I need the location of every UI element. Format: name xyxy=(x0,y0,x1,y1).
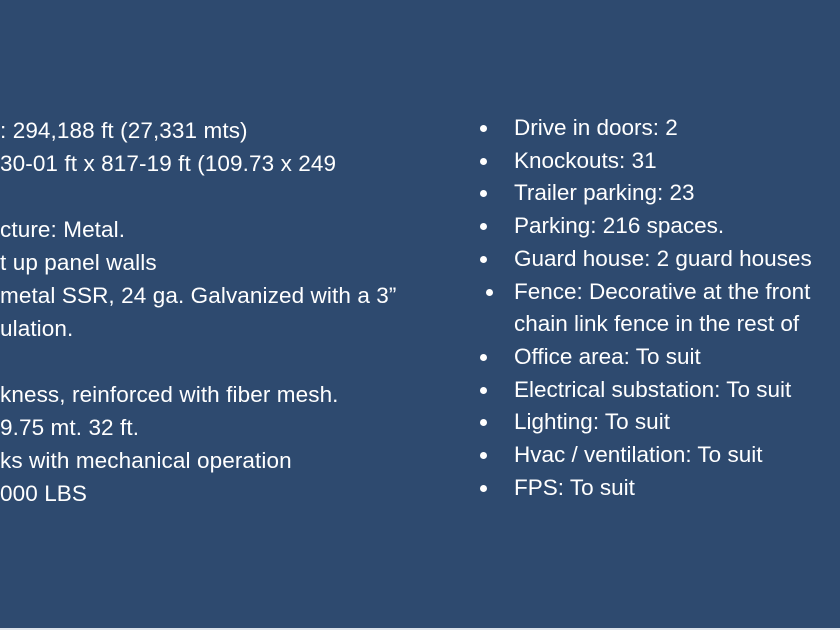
list-item-text: Knockouts: 31 xyxy=(514,147,657,173)
list-item-text: Hvac / ventilation: To suit xyxy=(514,442,763,468)
list-item xyxy=(474,276,840,341)
left-line: kness, reinforced with fiber mesh. xyxy=(0,382,339,407)
bullet-icon xyxy=(480,419,487,426)
list-item-text: Trailer parking: 23 xyxy=(514,180,695,206)
bullet-icon xyxy=(480,223,487,230)
list-item xyxy=(474,243,840,276)
left-line: t up panel walls xyxy=(0,250,157,275)
list-item xyxy=(474,406,840,439)
list-item-text: Electrical substation: To suit xyxy=(514,376,792,402)
left-line: : 294,188 ft (27,331 mts) xyxy=(0,118,248,143)
list-item-text: Lighting: To suit xyxy=(514,409,670,435)
bullet-icon xyxy=(480,354,487,361)
bullet-icon xyxy=(486,289,493,296)
bullet-icon xyxy=(480,485,487,492)
left-line: 9.75 mt. 32 ft. xyxy=(0,415,140,440)
left-specs-column xyxy=(0,114,420,510)
left-line: ulation. xyxy=(0,316,74,341)
left-line: cture: Metal. xyxy=(0,217,126,242)
left-line-blank xyxy=(0,180,420,213)
left-line: 000 LBS xyxy=(0,481,88,506)
list-item xyxy=(474,145,840,178)
bullet-icon xyxy=(480,190,487,197)
bullet-icon xyxy=(480,256,487,263)
list-item-text: FPS: To suit xyxy=(514,474,635,500)
left-line: ks with mechanical operation xyxy=(0,448,292,473)
left-line: 30-01 ft x 817-19 ft (109.73 x 249 xyxy=(0,151,337,176)
left-line-blank xyxy=(0,345,420,378)
bullet-icon xyxy=(480,452,487,459)
list-item xyxy=(474,374,840,407)
list-item-text: Fence: Decorative at the front xyxy=(514,278,811,304)
bullet-icon xyxy=(480,125,487,132)
list-item-text: Guard house: 2 guard houses xyxy=(514,245,812,271)
bullet-icon xyxy=(480,158,487,165)
list-item-text-continued: chain link fence in the rest of xyxy=(514,311,800,337)
bullet-icon xyxy=(480,387,487,394)
list-item-text: Office area: To suit xyxy=(514,343,701,369)
list-item-text: Drive in doors: 2 xyxy=(514,115,678,140)
list-item xyxy=(474,439,840,472)
list-item xyxy=(474,112,840,145)
left-line: metal SSR, 24 ga. Galvanized with a 3” xyxy=(0,283,397,308)
list-item xyxy=(474,341,840,374)
list-item xyxy=(474,210,840,243)
list-item-text: Parking: 216 spaces. xyxy=(514,213,725,239)
list-item xyxy=(474,472,840,505)
list-item xyxy=(474,177,840,210)
right-features-list xyxy=(474,112,840,504)
